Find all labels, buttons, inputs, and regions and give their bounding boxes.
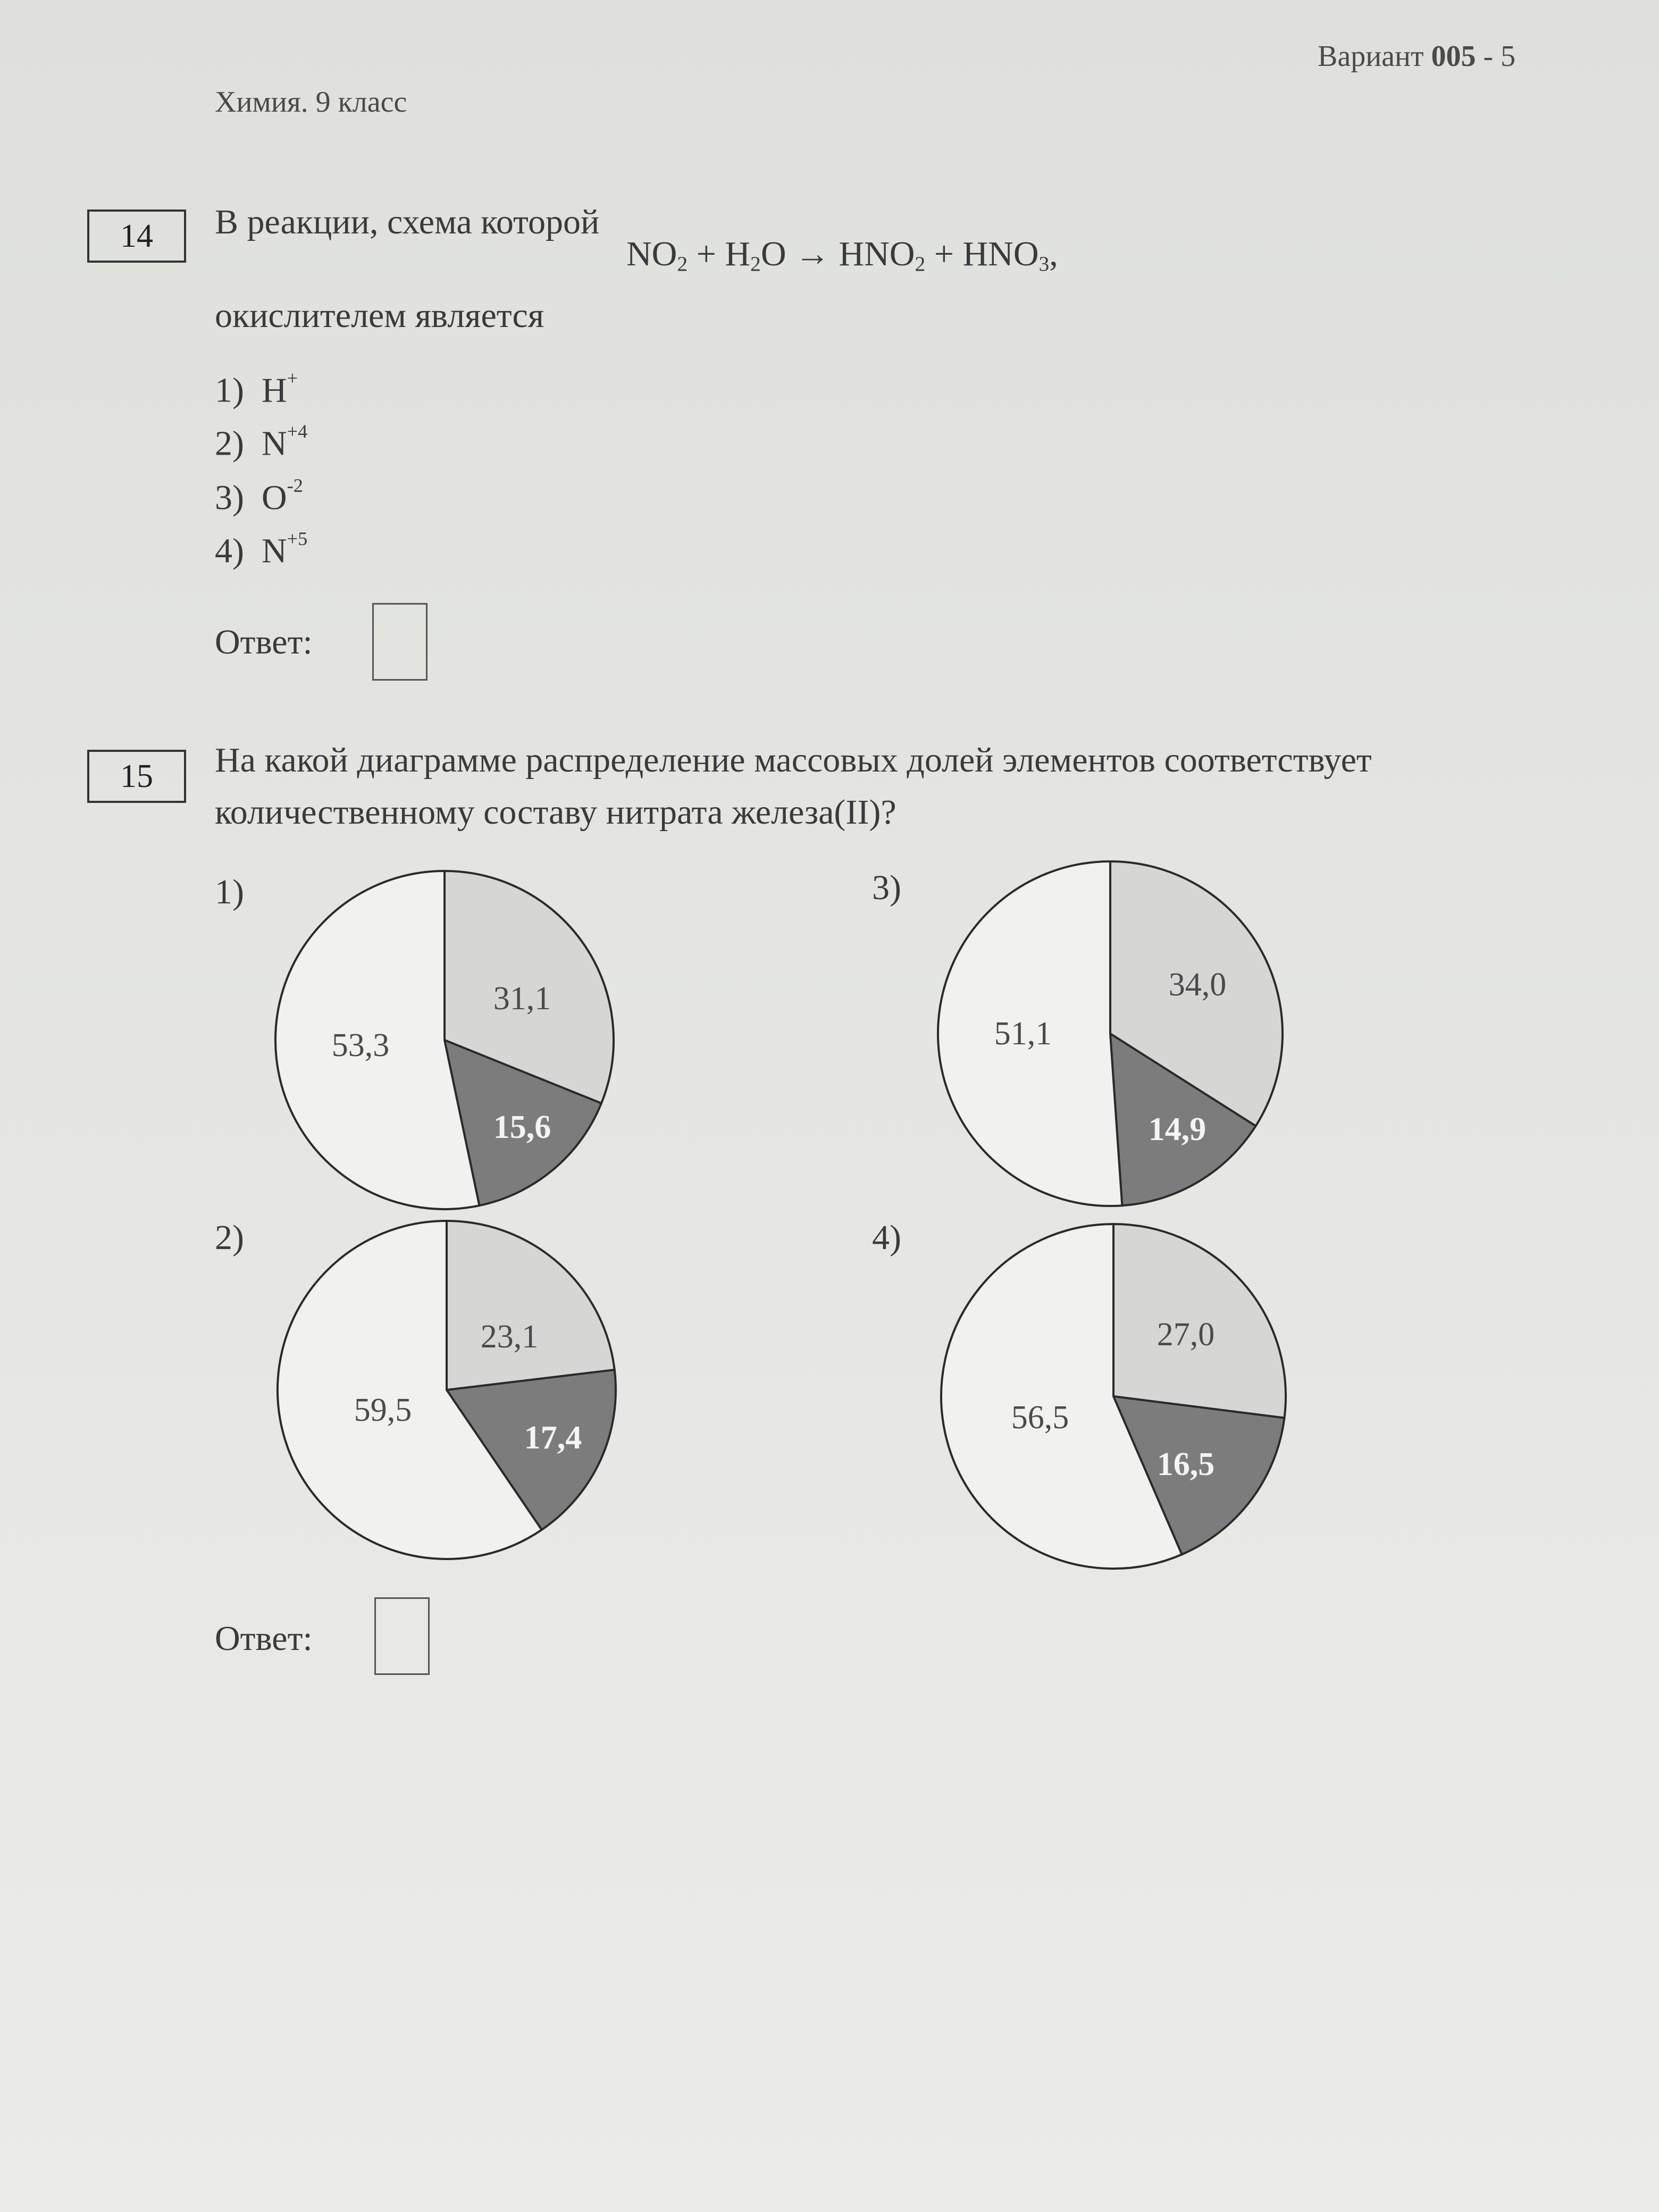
pie-option-3-label[interactable]: 3) bbox=[872, 868, 901, 907]
variant-prefix: Вариант bbox=[1318, 40, 1424, 73]
pie-3-label-2: 14,9 bbox=[1148, 1111, 1206, 1147]
pie-option-1-label[interactable]: 1) bbox=[215, 873, 244, 911]
pie-1-label-1: 31,1 bbox=[493, 981, 551, 1017]
subject-header: Химия. 9 класс bbox=[215, 86, 407, 119]
eq-part: + HNO bbox=[925, 234, 1039, 273]
pie-option-4-label[interactable]: 4) bbox=[872, 1218, 901, 1257]
eq-sub: 2 bbox=[677, 252, 688, 275]
option-label: 4) bbox=[215, 531, 244, 571]
eq-part: O → HNO bbox=[760, 234, 915, 273]
option-symbol: N bbox=[261, 531, 287, 571]
eq-sub: 2 bbox=[750, 252, 761, 275]
option-symbol: H bbox=[261, 371, 287, 410]
pie-1-label-2: 15,6 bbox=[493, 1109, 551, 1145]
option-symbol: N bbox=[261, 424, 287, 463]
option-symbol: O bbox=[261, 478, 287, 517]
question-15-line2: количественному составу нитрата железа(II)? bbox=[215, 793, 896, 832]
pie-chart-2 bbox=[278, 1221, 616, 1559]
q14-answer-label: Ответ: bbox=[215, 623, 313, 661]
eq-part: + H bbox=[688, 234, 751, 273]
pie-chart-4 bbox=[941, 1224, 1286, 1569]
variant-page: - 5 bbox=[1483, 40, 1516, 73]
question-15-line1: На какой диаграмме распределение массовых долей элементов соответствует bbox=[215, 741, 1372, 780]
pie-chart-3 bbox=[938, 861, 1283, 1206]
pie-4-label-1: 27,0 bbox=[1157, 1317, 1215, 1353]
eq-sub: 3 bbox=[1038, 252, 1050, 275]
option-charge: -2 bbox=[287, 475, 303, 496]
option-label: 3) bbox=[215, 478, 244, 517]
pie-2-label-3: 59,5 bbox=[354, 1392, 412, 1428]
option-label: 1) bbox=[215, 371, 244, 410]
eq-part: , bbox=[1049, 234, 1058, 273]
eq-sub: 2 bbox=[915, 252, 926, 275]
option-charge: +5 bbox=[287, 528, 308, 549]
variant-number: 005 bbox=[1431, 40, 1476, 73]
question-14-text: окислителем является bbox=[215, 296, 544, 335]
pie-option-2-label[interactable]: 2) bbox=[215, 1218, 244, 1257]
pie-2-slice-1 bbox=[447, 1221, 615, 1390]
q15-answer-label: Ответ: bbox=[215, 1619, 313, 1658]
pie-3-label-1: 34,0 bbox=[1168, 967, 1227, 1003]
pie-4-label-2: 16,5 bbox=[1157, 1446, 1215, 1482]
question-15-number: 15 bbox=[87, 750, 186, 803]
option-charge: +4 bbox=[287, 421, 308, 442]
question-14-intro: В реакции, схема которой bbox=[215, 203, 600, 241]
pie-2-label-2: 17,4 bbox=[524, 1420, 582, 1456]
pie-3-label-3: 51,1 bbox=[994, 1016, 1052, 1052]
pie-4-label-3: 56,5 bbox=[1011, 1400, 1069, 1436]
pie-1-label-3: 53,3 bbox=[331, 1027, 390, 1063]
option-label: 2) bbox=[215, 424, 244, 463]
pie-2-label-1: 23,1 bbox=[480, 1319, 539, 1355]
q15-answer-box[interactable] bbox=[374, 1597, 430, 1675]
pie-chart-1 bbox=[275, 871, 614, 1209]
eq-part: NO bbox=[626, 234, 677, 273]
question-14-number: 14 bbox=[87, 210, 186, 263]
option-charge: + bbox=[287, 367, 298, 389]
